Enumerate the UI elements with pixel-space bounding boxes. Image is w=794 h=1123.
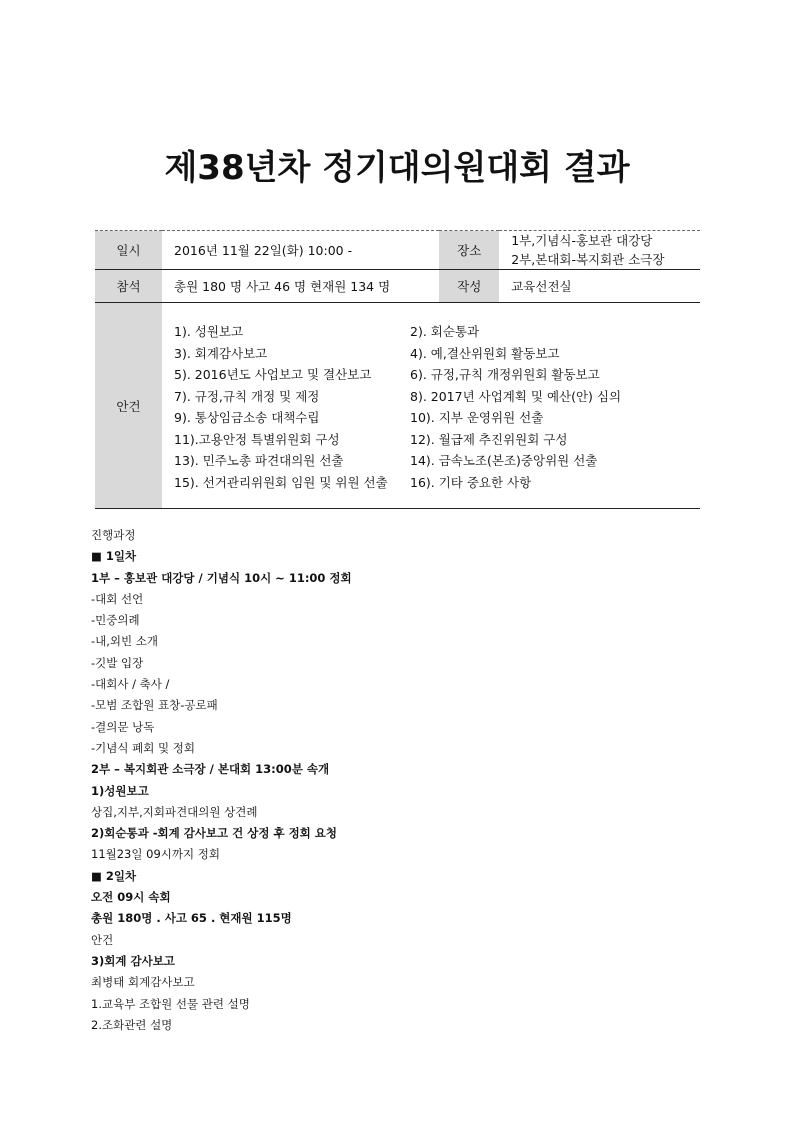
body-line: -내,외빈 소개 bbox=[91, 634, 159, 649]
agenda-item: 2). 회순통과 bbox=[410, 324, 480, 339]
agenda-item: 1). 성원보고 bbox=[174, 324, 244, 339]
section-heading: 3)회계 감사보고 bbox=[91, 953, 175, 968]
section-heading: 오전 09시 속회 bbox=[91, 890, 171, 905]
agenda-item: 4). 예,결산위원회 활동보고 bbox=[410, 345, 560, 361]
agenda-item: 8). 2017년 사업계획 및 예산(안) 심의 bbox=[410, 388, 622, 404]
body-line: -민중의례 bbox=[91, 613, 140, 628]
agenda-item: 10). 지부 운영위원 선출 bbox=[410, 410, 544, 425]
section-heading: 1)성원보고 bbox=[91, 783, 149, 798]
body-line: 진행과정 bbox=[91, 528, 136, 542]
date-value: 2016년 11월 22일(화) 10:00 - bbox=[162, 231, 439, 270]
writer-label: 작성 bbox=[439, 270, 499, 303]
agenda-item: 7). 규정,규칙 개정 및 제정 bbox=[174, 388, 320, 404]
agenda-list bbox=[174, 319, 700, 492]
agenda-item: 14). 금속노조(본조)중앙위원 선출 bbox=[410, 453, 598, 468]
place-label: 장소 bbox=[439, 231, 499, 270]
body-line: 1.교육부 조합원 선물 관련 설명 bbox=[91, 996, 250, 1011]
agenda-item: 3). 회계감사보고 bbox=[174, 345, 268, 361]
body-line: -기념식 폐회 및 정회 bbox=[91, 740, 195, 755]
place-line: 1부,기념식-홍보관 대강당 bbox=[511, 233, 653, 248]
body-line: 안건 bbox=[91, 932, 114, 947]
attendance-value: 총원 180 명 사고 46 명 현재원 134 명 bbox=[162, 270, 439, 303]
writer-value: 교육선전실 bbox=[499, 270, 700, 303]
agenda-item: 12). 월급제 추진위원회 구성 bbox=[410, 431, 568, 447]
body-line: 상집,지부,지회파견대의원 상견례 bbox=[91, 804, 258, 819]
body-line: 2.조화관련 설명 bbox=[91, 1017, 173, 1032]
body-line: -모범 조합원 표창-공로패 bbox=[91, 698, 218, 713]
attendance-label: 참석 bbox=[95, 270, 162, 303]
agenda-item: 13). 민주노총 파견대의원 선출 bbox=[174, 453, 344, 468]
section-heading: ■ 2일차 bbox=[91, 868, 137, 883]
agenda-item: 6). 규정,규칙 개정위원회 활동보고 bbox=[410, 367, 600, 382]
agenda-cell bbox=[162, 303, 700, 509]
place-line: 2부,본대회-복지회관 소극장 bbox=[511, 252, 665, 267]
agenda-item: 5). 2016년도 사업보고 및 결산보고 bbox=[174, 367, 372, 382]
date-label: 일시 bbox=[95, 231, 162, 270]
agenda-item: 11).고용안정 특별위원회 구성 bbox=[174, 431, 340, 447]
section-heading: 1부 – 홍보관 대강당 / 기념식 10시 ~ 11:00 정회 bbox=[91, 570, 352, 585]
proceedings-text bbox=[91, 525, 731, 1036]
meeting-info-table bbox=[95, 230, 700, 509]
agenda-item: 16). 기타 중요한 사항 bbox=[410, 474, 532, 490]
section-heading: 총원 180명 . 사고 65 . 현재원 115명 bbox=[91, 911, 292, 926]
body-line: -대회사 / 축사 / bbox=[91, 677, 170, 692]
body-line: -결의문 낭독 bbox=[91, 719, 155, 734]
agenda-label: 안건 bbox=[95, 303, 162, 509]
body-line: -깃발 입장 bbox=[91, 655, 144, 670]
section-heading: 2)회순통과 -회계 감사보고 건 상정 후 정회 요청 bbox=[91, 826, 338, 841]
agenda-item: 9). 통상임금소송 대책수립 bbox=[174, 410, 320, 425]
agenda-item: 15). 선거관리위원회 임원 및 위원 선출 bbox=[174, 474, 388, 490]
section-heading: 2부 – 복지회관 소극장 / 본대회 13:00분 속개 bbox=[91, 762, 330, 777]
body-line: 최병태 회계감사보고 bbox=[91, 975, 195, 990]
section-heading: ■ 1일차 bbox=[91, 549, 137, 564]
body-line: -대회 선언 bbox=[91, 591, 144, 606]
place-value bbox=[499, 231, 700, 270]
body-line: 11월23일 09시까지 정회 bbox=[91, 847, 220, 862]
page-title: 제38년차 정기대의원대회 결과 bbox=[164, 148, 630, 188]
